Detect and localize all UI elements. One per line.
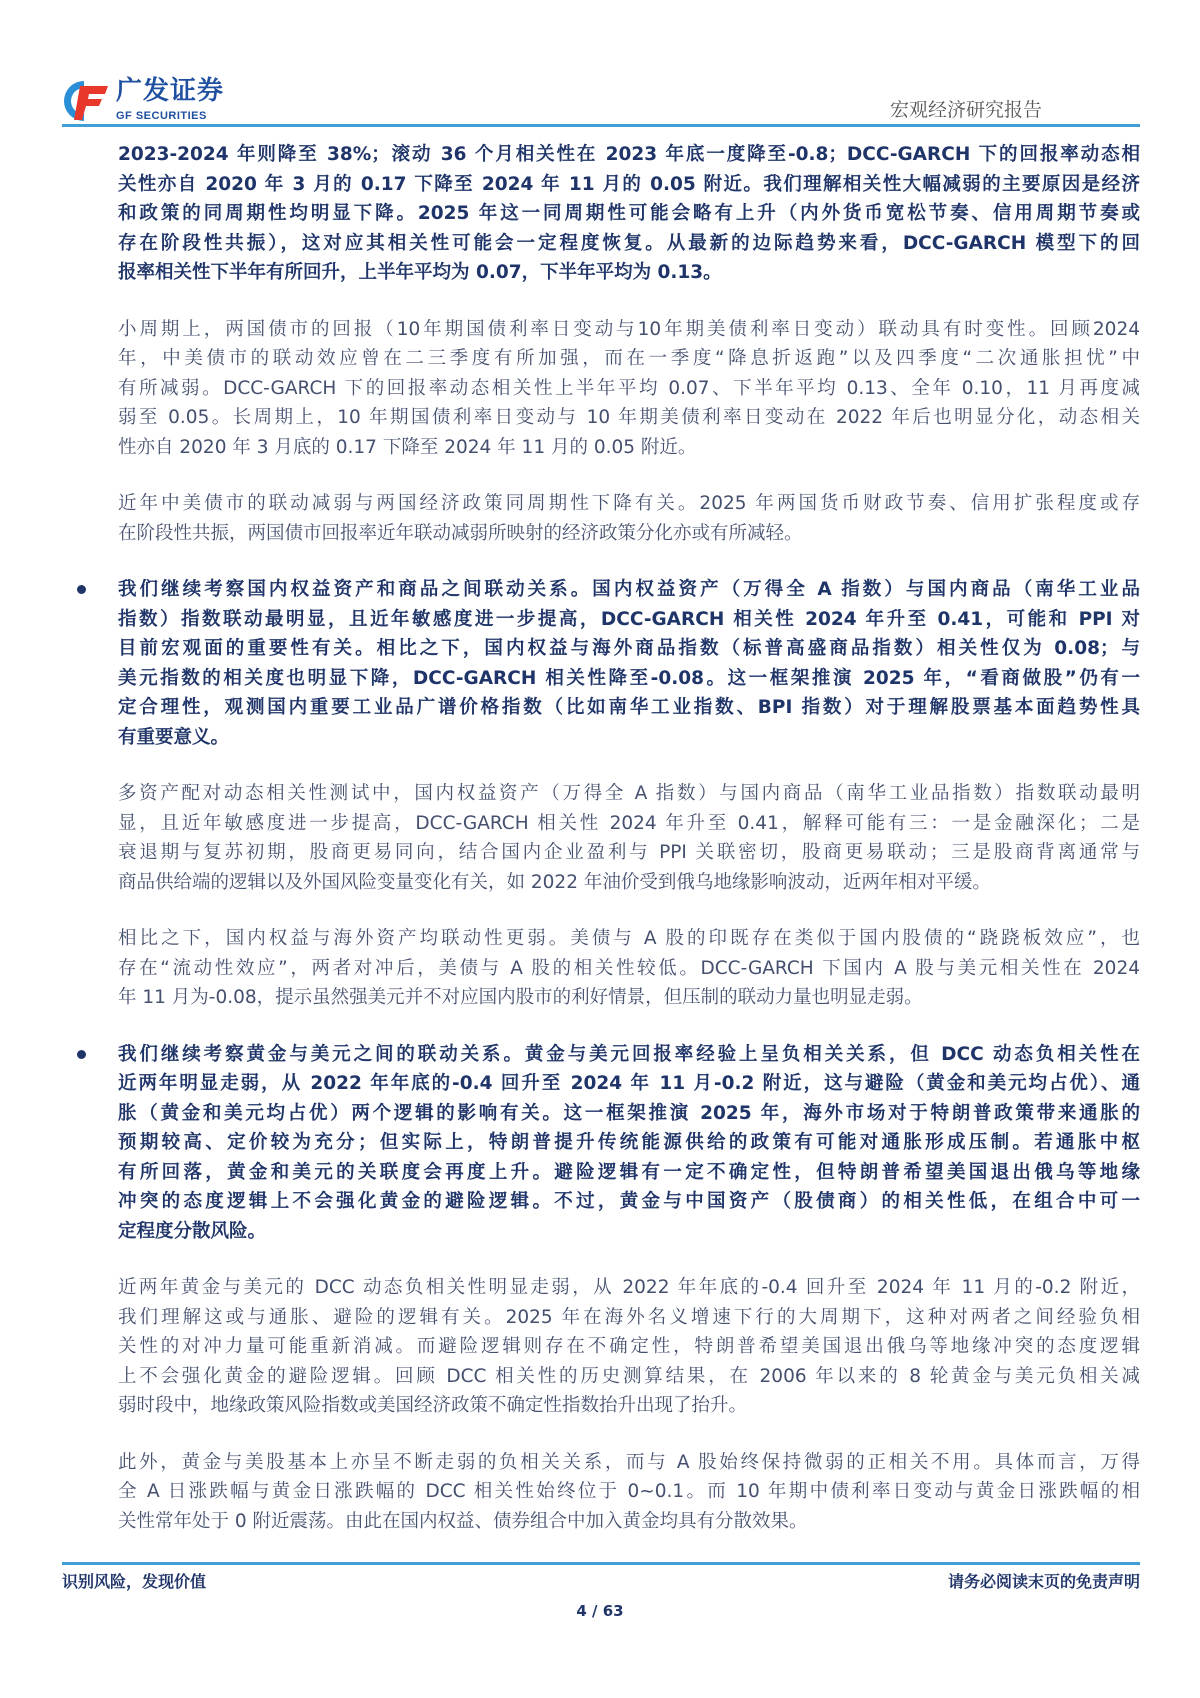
paragraph [118, 1448, 1140, 1537]
text-line: 有重要意义。 [118, 726, 230, 748]
footer-disclaimer: 请务必阅读末页的免责声明 [947, 1572, 1140, 1591]
text-line: 预期较高、定价较为充分；但实际上，特朗普提升传统能源供给的政策有可能对通胀形成压制。若通胀中枢 [118, 1132, 1140, 1153]
text-line: 近两年明显走弱，从 2022 年年底的-0.4 回升至 2024 年 11 月-0.2 附近，这与避险（黄金和美元均占优）、通 [118, 1073, 1140, 1094]
footer-slogan: 识别风险，发现价值 [62, 1572, 207, 1591]
text-line: 有所回落，黄金和美元的关联度会再度上升。避险逻辑有一定不确定性，但特朗普希望美国退出俄乌等地缘 [118, 1161, 1140, 1183]
text-line: 弱时段中，地缘政策风险指数或美国经济政策不确定性指数抬升出现了抬升。 [118, 1395, 748, 1416]
text-line: 弱至 0.05。长周期上，10 年期国债利率日变动与 10 年期美债利率日变动在 2022 年后也明显分化，动态相关 [118, 407, 1140, 428]
footer-divider [62, 1562, 1140, 1565]
report-type-label: 宏观经济研究报告 [889, 99, 1042, 121]
text-line: 关性常年处于 0 附近震荡。由此在国内权益、债券组合中加入黄金均具有分散效果。 [118, 1510, 808, 1532]
logo-chinese-name: 广发证券 [116, 76, 225, 106]
text-line: 存在“流动性效应”，两者对冲后，美债与 A 股的相关性较低。DCC-GARCH 下国内 A 股与美元相关性在 2024 [118, 957, 1140, 979]
text-line: 年，中美债市的联动效应曾在二三季度有所加强，而在一季度“降息折返跑”以及四季度“二次通胀担忧”中 [118, 348, 1140, 369]
paragraph [118, 489, 1140, 548]
text-line: 和政策的同周期性均明显下降。2025 年这一同周期性可能会略有上升（内外货币宽松节奏、信用周期节奏或 [118, 203, 1140, 224]
paragraph [118, 315, 1140, 463]
text-line: 存在阶段性共振），这对应其相关性可能会一定程度恢复。从最新的边际趋势来看，DCC-GARCH 模型下的回 [118, 232, 1140, 254]
bullet-dot-icon [77, 585, 86, 594]
text-line: 显，且近年敏感度进一步提高，DCC-GARCH 相关性 2024 年升至 0.41，解释可能有三：一是金融深化；二是 [118, 812, 1140, 834]
text-line: 我们继续考察国内权益资产和商品之间联动关系。国内权益资产（万得全 A 指数）与国内商品（南华工业品 [118, 579, 1140, 600]
gf-logo-icon [62, 78, 110, 124]
text-line: 我们理解这或与通胀、避险的逻辑有关。2025 年在海外名义增速下行的大周期下，这种对两者之间经验负相 [118, 1306, 1140, 1328]
text-line: 关性亦自 2020 年 3 月的 0.17 下降至 2024 年 11 月的 0.05 附近。我们理解相关性大幅减弱的主要原因是经济 [118, 173, 1140, 195]
text-line: 近两年黄金与美元的 DCC 动态负相关性明显走弱，从 2022 年年底的-0.4 回升至 2024 年 11 月的-0.2 附近， [118, 1277, 1140, 1298]
text-line: 定合理性，观测国内重要工业品广谱价格指数（比如南华工业指数、BPI 指数）对于理解股票基本面趋势性具 [118, 697, 1140, 718]
bullet-dot-icon [77, 1050, 86, 1059]
text-line: 小周期上，两国债市的回报（10年期国债利率日变动与10年期美债利率日变动）联动具有时变性。回顾2024 [118, 318, 1140, 340]
text-line: 此外，黄金与美股基本上亦呈不断走弱的负相关关系，而与 A 股始终保持微弱的正相关不用。具体而言，万得 [118, 1451, 1140, 1473]
paragraph [118, 1273, 1140, 1421]
logo-english-name: GF SECURITIES [116, 110, 207, 122]
page-number: 4 / 63 [576, 1602, 624, 1620]
gf-securities-logo [62, 76, 242, 126]
text-line: 相比之下，国内权益与海外资产均联动性更弱。美债与 A 股的印既存在类似于国内股债的“跷跷板效应”，也 [118, 928, 1140, 949]
text-line: 多资产配对动态相关性测试中，国内权益资产（万得全 A 指数）与国内商品（南华工业品指数）指数联动最明 [118, 783, 1140, 804]
paragraph [118, 924, 1140, 1013]
text-line: 性亦自 2020 年 3 月底的 0.17 下降至 2024 年 11 月的 0.05 附近。 [118, 436, 697, 458]
text-line: 全 A 日涨跌幅与黄金日涨跌幅的 DCC 相关性始终位于 0~0.1。而 10 年期中债利率日变动与黄金日涨跌幅的相 [118, 1481, 1140, 1502]
paragraph [118, 140, 1140, 288]
text-line: 关性的对冲力量可能重新消减。而避险逻辑则存在不确定性，特朗普希望美国退出俄乌等地缘冲突的态度逻辑 [118, 1336, 1140, 1357]
text-line: 有所减弱。DCC-GARCH 下的回报率动态相关性上半年平均 0.07、下半年平均 0.13、全年 0.10，11 月再度减 [118, 377, 1140, 399]
bullet-paragraph [118, 575, 1140, 752]
text-line: 我们继续考察黄金与美元之间的联动关系。黄金与美元回报率经验上呈负相关关系，但 DCC 动态负相关性在 [118, 1043, 1140, 1065]
text-line: 报率相关性下半年有所回升，上半年平均为 0.07，下半年平均为 0.13。 [118, 262, 722, 283]
text-line: 目前宏观面的重要性有关。相比之下，国内权益与海外商品指数（标普高盛商品指数）相关性仅为 0.08；与 [118, 638, 1140, 659]
text-line: 定程度分散风险。 [118, 1220, 267, 1242]
text-line: 商品供给端的逻辑以及外国风险变量变化有关，如 2022 年油价受到俄乌地缘影响波动，近两年相对平缓。 [118, 871, 991, 893]
text-line: 上不会强化黄金的避险逻辑。回顾 DCC 相关性的历史测算结果，在 2006 年以来的 8 轮黄金与美元负相关减 [118, 1365, 1140, 1387]
text-line: 在阶段性共振，两国债市回报率近年联动减弱所映射的经济政策分化亦或有所减轻。 [118, 522, 803, 544]
text-line: 年 11 月为-0.08，提示虽然强美元并不对应国内股市的利好情景，但压制的联动力量也明显走弱。 [118, 987, 923, 1008]
report-body [118, 140, 1140, 1536]
text-line: 美元指数的相关度也明显下降，DCC-GARCH 相关性降至-0.08。这一框架推演 2025 年，“看商做股”仍有一 [118, 667, 1140, 689]
text-line: 冲突的态度逻辑上不会强化黄金的避险逻辑。不过，黄金与中国资产（股债商）的相关性低，在组合中可一 [118, 1191, 1140, 1212]
text-line: 2023-2024 年则降至 38%；滚动 36 个月相关性在 2023 年底一度降至-0.8；DCC-GARCH 下的回报率动态相 [118, 144, 1140, 165]
paragraph [118, 779, 1140, 897]
header-divider [62, 124, 1140, 127]
text-line: 指数）指数联动最明显，且近年敏感度进一步提高，DCC-GARCH 相关性 2024 年升至 0.41，可能和 PPI 对 [118, 608, 1140, 630]
text-line: 衰退期与复苏初期，股商更易同向，结合国内企业盈利与 PPI 关联密切，股商更易联动；三是股商背离通常与 [118, 842, 1140, 863]
bullet-paragraph [118, 1040, 1140, 1247]
text-line: 胀（黄金和美元均占优）两个逻辑的影响有关。这一框架推演 2025 年，海外市场对于特朗普政策带来通胀的 [118, 1102, 1140, 1124]
text-line: 近年中美债市的联动减弱与两国经济政策同周期性下降有关。2025 年两国货币财政节奏、信用扩张程度或存 [118, 493, 1140, 514]
